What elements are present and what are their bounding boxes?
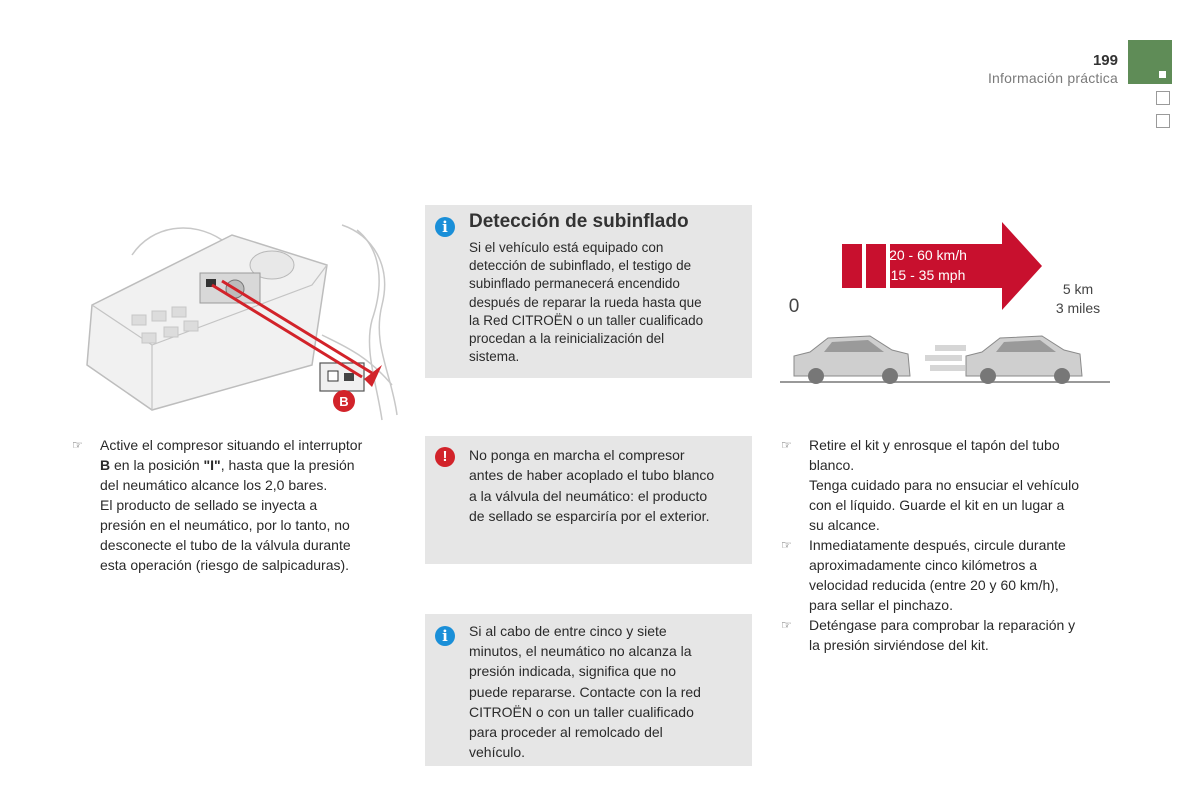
pointer-bullet-icon: ☞ — [72, 438, 83, 452]
text-line: velocidad reducida (entre 20 y 60 km/h), — [809, 577, 1059, 593]
text-line: a la válvula del neumático: el producto — [469, 487, 708, 504]
text-line: blanco. — [809, 457, 855, 473]
text-line: minutos, el neumático no alcanza la — [469, 643, 692, 660]
text-span: , hasta que la presión — [220, 457, 355, 473]
pressure-info-box — [425, 614, 752, 766]
text-line: antes de haber acoplado el tubo blanco — [469, 467, 715, 484]
switch-b-ref: B — [100, 457, 111, 473]
switch-position-ref: "I" — [203, 457, 221, 473]
text-line: sistema. — [469, 349, 520, 365]
compressor-illustration — [72, 215, 402, 425]
speed-mph-label: 15 - 35 mph — [890, 267, 966, 283]
underinflation-info-box — [425, 205, 752, 378]
distance-km-label: 5 km — [1062, 281, 1094, 297]
list-item — [72, 435, 412, 495]
text-line: Si al cabo de entre cinco y siete — [469, 623, 667, 639]
text-line: su alcance. — [809, 517, 880, 533]
text-line: CITROËN o con un taller cualificado — [469, 703, 694, 720]
text-line: presión en el neumático, por lo tanto, no — [100, 517, 350, 533]
distance-miles-label: 3 miles — [1055, 300, 1101, 316]
pressure-info-text — [469, 621, 701, 762]
underinflation-title: Detección de subinflado — [469, 211, 689, 232]
text-line: presión indicada, significa que no — [469, 663, 677, 680]
text-line: con el líquido. Guarde el kit en un lugar a — [809, 497, 1065, 513]
callout-b-label: B — [339, 394, 349, 409]
text-line: subinflado permanecerá encendido — [469, 276, 680, 292]
text-line: No ponga en marcha el compresor — [469, 447, 685, 463]
underinflation-text — [469, 239, 703, 366]
speed-arrow — [890, 222, 1042, 310]
text-line: desconecte el tubo de la válvula durante — [100, 537, 351, 553]
chapter-tab-empty-1 — [1156, 91, 1170, 105]
list-continuation — [72, 495, 412, 575]
text-line: Inmediatamente después, circule durante — [809, 537, 1066, 553]
text-line: para sellar el pinchazo. — [809, 597, 953, 613]
pointer-bullet-icon: ☞ — [781, 618, 792, 632]
text-line: Si el vehículo está equipado con — [469, 240, 664, 255]
left-instructions — [72, 435, 412, 575]
text-line: Retire el kit y enrosque el tapón del tubo — [809, 437, 1060, 453]
chapter-tab-empty-2 — [1156, 114, 1170, 128]
speed-kmh-label: 20 - 60 km/h — [889, 247, 967, 263]
text-line: para proceder al remolcado del — [469, 724, 663, 741]
text-line: después de reparar la rueda hasta que — [469, 294, 702, 310]
compressor-warning-text — [469, 445, 714, 526]
text-line: Tenga cuidado para no ensuciar el vehículo — [809, 477, 1080, 493]
text-line — [100, 455, 412, 475]
text-line: procedan a la reinicialización del — [469, 331, 665, 347]
chapter-tab-active — [1128, 40, 1172, 84]
warning-icon — [435, 447, 455, 467]
speed-bar-1 — [842, 244, 862, 288]
info-icon — [435, 217, 455, 237]
text-span: en la posición — [110, 457, 204, 473]
list-item — [781, 535, 1126, 615]
list-continuation — [781, 475, 1126, 535]
start-distance-label: 0 — [788, 296, 800, 317]
car-moving — [925, 336, 1082, 384]
text-line: detección de subinflado, el testigo de — [469, 258, 692, 274]
text-line: Active el compresor situando el interruptor — [100, 437, 363, 453]
car-start — [794, 336, 910, 384]
text-line: la presión sirviéndose del kit. — [809, 637, 989, 653]
text-line: vehículo. — [469, 744, 526, 761]
text-line: de sellado se esparciría por el exterior. — [469, 507, 710, 524]
compressor-warning-box — [425, 436, 752, 564]
text-line: aproximadamente cinco kilómetros a — [809, 557, 1037, 573]
page-number: 199 — [1092, 52, 1118, 69]
text-line: El producto de sellado se inyecta a — [100, 497, 318, 513]
list-item — [781, 435, 1126, 475]
right-instructions — [781, 435, 1126, 655]
text-line: Deténgase para comprobar la reparación y — [809, 617, 1076, 633]
section-title: Información práctica — [987, 70, 1118, 86]
text-line: del neumático alcance los 2,0 bares. — [100, 477, 328, 493]
speed-bar-2 — [866, 244, 886, 288]
text-line: esta operación (riesgo de salpicaduras). — [100, 557, 350, 573]
chapter-tab-marker — [1159, 71, 1166, 78]
text-line: la Red CITROËN o un taller cualificado — [469, 312, 704, 328]
text-line: puede repararse. Contacte con la red — [469, 683, 701, 700]
list-item — [781, 615, 1126, 655]
speed-distance-diagram — [780, 218, 1110, 388]
pointer-bullet-icon: ☞ — [781, 438, 792, 452]
info-icon — [435, 626, 455, 646]
pointer-bullet-icon: ☞ — [781, 538, 792, 552]
